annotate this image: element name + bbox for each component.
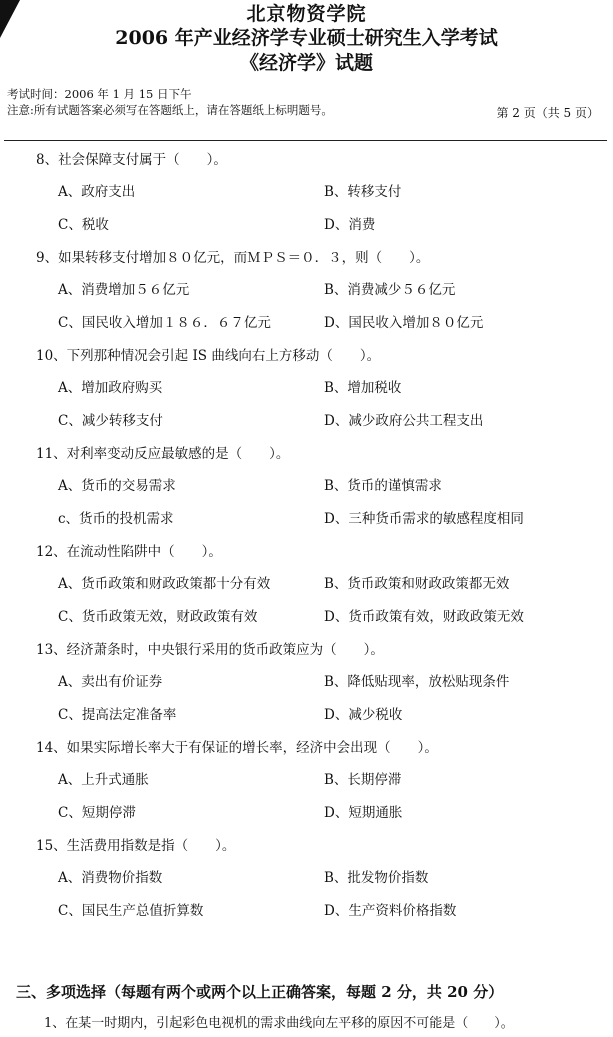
option-a: A、增加政府购买 bbox=[58, 380, 163, 396]
option-d: D、三种货币需求的敏感程度相同 bbox=[324, 511, 524, 527]
question-stem: 10、下列那种情况会引起 IS 曲线向右上方移动（ ）。 bbox=[36, 348, 381, 364]
option-c: C、国民收入增加１８６．６７亿元 bbox=[58, 315, 271, 331]
option-c: C、税收 bbox=[58, 217, 109, 233]
option-a: A、上升式通胀 bbox=[58, 772, 149, 788]
school-name: 北京物资学院 bbox=[246, 3, 367, 25]
question-11 bbox=[0, 444, 613, 529]
question-stem: 8、社会保障支付属于（ ）。 bbox=[36, 152, 227, 168]
exam-header bbox=[0, 0, 613, 76]
question-8 bbox=[0, 150, 613, 235]
question-stem: 9、如果转移支付增加８０亿元，而ＭＰＳ＝０．３，则（ ）。 bbox=[36, 250, 430, 266]
question-list bbox=[0, 150, 613, 934]
option-c: C、提高法定准备率 bbox=[58, 707, 177, 723]
option-c: C、国民生产总值折算数 bbox=[58, 903, 204, 919]
option-c: c、货币的投机需求 bbox=[58, 511, 174, 527]
subject-title: 《经济学》试题 bbox=[239, 52, 373, 74]
exam-time: 考试时间：2006 年 1 月 15 日下午 bbox=[7, 87, 192, 101]
header-divider bbox=[4, 140, 607, 141]
question-stem: 11、对利率变动反应最敏感的是（ ）。 bbox=[36, 446, 290, 462]
option-b: B、货币政策和财政政策都无效 bbox=[324, 576, 510, 592]
option-b: B、消费减少５６亿元 bbox=[324, 282, 456, 298]
question-stem: 14、如果实际增长率大于有保证的增长率，经济中会出现（ ）。 bbox=[36, 740, 438, 756]
question-14 bbox=[0, 738, 613, 823]
exam-meta bbox=[0, 86, 613, 126]
option-a: A、消费物价指数 bbox=[58, 870, 163, 886]
exam-title: 2006 年产业经济学专业硕士研究生入学考试 bbox=[115, 27, 498, 49]
option-a: A、货币的交易需求 bbox=[58, 478, 176, 494]
question-10 bbox=[0, 346, 613, 431]
option-d: D、国民收入增加８０亿元 bbox=[324, 315, 484, 331]
option-b: B、批发物价指数 bbox=[324, 870, 429, 886]
section-3-question-1: 1、在某一时期内，引起彩色电视机的需求曲线向左平移的原因不可能是（ ）。 bbox=[44, 1016, 514, 1031]
option-b: B、增加税收 bbox=[324, 380, 402, 396]
option-c: C、短期停滞 bbox=[58, 805, 136, 821]
option-b: B、长期停滞 bbox=[324, 772, 402, 788]
question-stem: 13、经济萧条时，中央银行采用的货币政策应为（ ）。 bbox=[36, 642, 384, 658]
option-d: D、货币政策有效，财政政策无效 bbox=[324, 609, 524, 625]
option-b: B、降低贴现率，放松贴现条件 bbox=[324, 674, 510, 690]
question-stem: 15、生活费用指数是指（ ）。 bbox=[36, 838, 236, 854]
option-a: A、卖出有价证券 bbox=[58, 674, 163, 690]
option-d: D、减少税收 bbox=[324, 707, 403, 723]
question-15 bbox=[0, 836, 613, 921]
page-number: 第 2 页（共 5 页） bbox=[496, 106, 599, 120]
option-b: B、货币的谨慎需求 bbox=[324, 478, 442, 494]
exam-note: 注意:所有试题答案必须写在答题纸上，请在答题纸上标明题号。 bbox=[7, 103, 333, 117]
question-9 bbox=[0, 248, 613, 333]
question-stem: 12、在流动性陷阱中（ ）。 bbox=[36, 544, 222, 560]
option-c: C、货币政策无效，财政政策有效 bbox=[58, 609, 258, 625]
option-a: A、消费增加５６亿元 bbox=[58, 282, 190, 298]
option-a: A、政府支出 bbox=[58, 184, 136, 200]
scan-corner-mark bbox=[0, 0, 20, 38]
option-a: A、货币政策和财政政策都十分有效 bbox=[58, 576, 271, 592]
option-d: D、消费 bbox=[324, 217, 376, 233]
section-3-title: 三、多项选择（每题有两个或两个以上正确答案，每题 2 分，共 20 分） bbox=[16, 983, 504, 1001]
question-12 bbox=[0, 542, 613, 627]
option-b: B、转移支付 bbox=[324, 184, 402, 200]
option-d: D、生产资料价格指数 bbox=[324, 903, 457, 919]
option-d: D、减少政府公共工程支出 bbox=[324, 413, 484, 429]
option-d: D、短期通胀 bbox=[324, 805, 403, 821]
question-13 bbox=[0, 640, 613, 725]
option-c: C、减少转移支付 bbox=[58, 413, 163, 429]
